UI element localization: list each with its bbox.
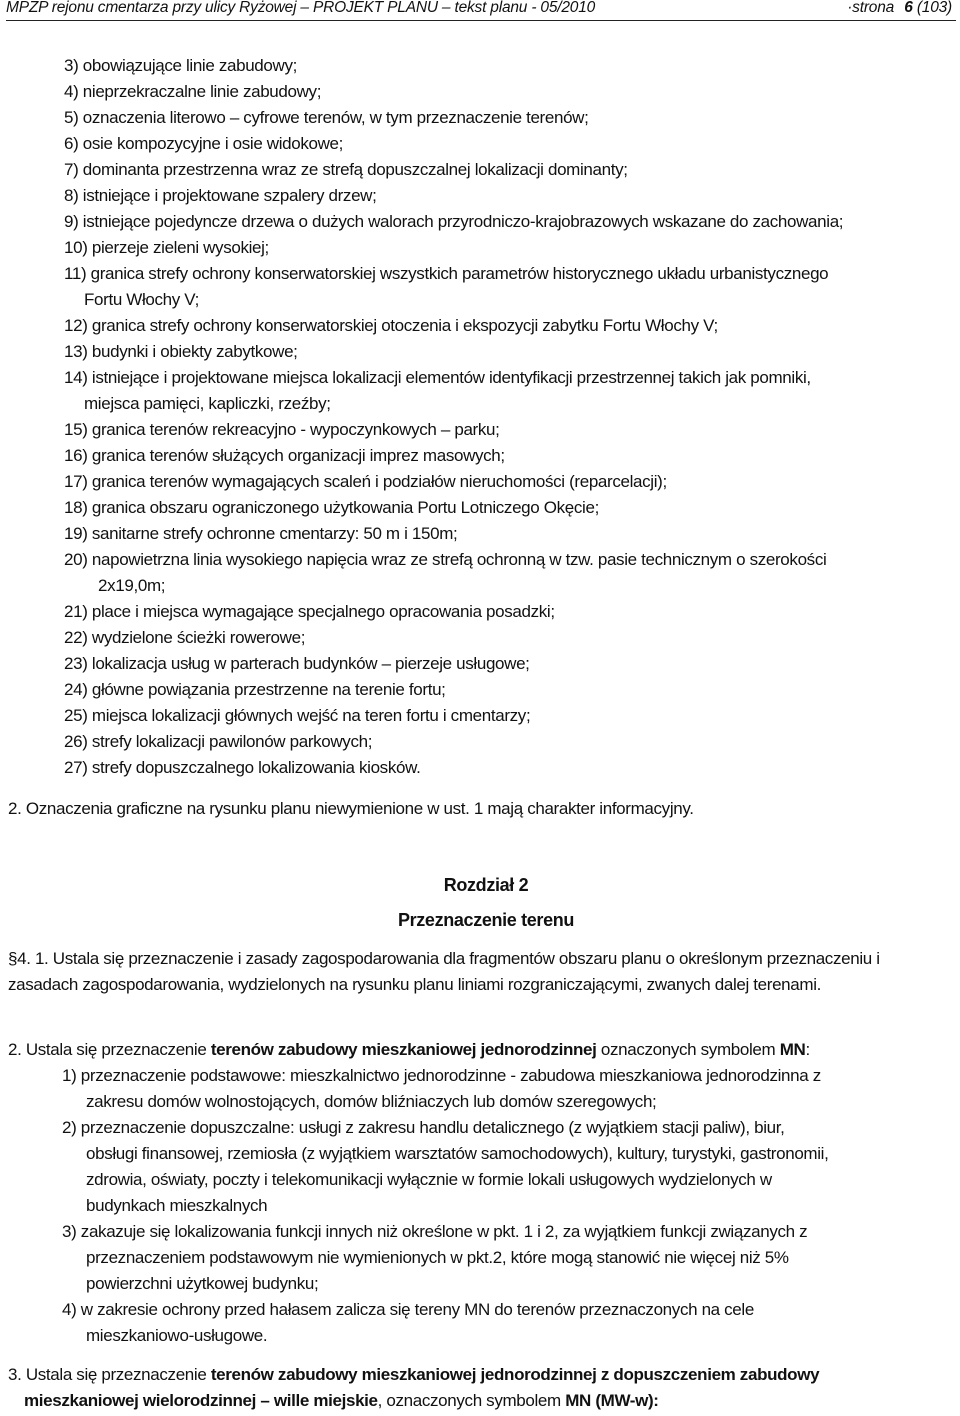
list-item: 14) istniejące i projektowane miejsca lokalizacji elementów identyfikacji przestrzennej takich jak pomniki, — [64, 368, 811, 387]
list-item-continuation: powierzchni użytkowej budynku; — [86, 1274, 319, 1293]
list-item: 13) budynki i obiekty zabytkowe; — [64, 342, 298, 361]
list-item: 19) sanitarne strefy ochronne cmentarzy: 50 m i 150m; — [64, 524, 458, 543]
text-prefix: 2. Ustala się przeznaczenie — [8, 1040, 211, 1059]
header-title: MPZP rejonu cmentarza przy ulicy Ryżowej – PROJEKT PLANU – tekst planu - 05/2010 — [6, 0, 596, 16]
list-item: 12) granica strefy ochrony konserwatorskiej otoczenia i ekspozycji zabytku Fortu Włochy V; — [64, 316, 718, 335]
list-item: 5) oznaczenia literowo – cyfrowe terenów, w tym przeznaczenie terenów; — [64, 108, 589, 127]
list-item: 9) istniejące pojedyncze drzewa o dużych walorach przyrodniczo-krajobrazowych wskazane do zachowania; — [64, 212, 844, 231]
list-item: 27) strefy dopuszczalnego lokalizowania kiosków. — [64, 758, 421, 777]
list-item-continuation: budynkach mieszkalnych — [86, 1196, 268, 1215]
mn-list — [62, 1063, 954, 1349]
list-item: 18) granica obszaru ograniczonego użytkowania Portu Lotniczego Okęcie; — [64, 498, 599, 517]
paragraph-mn-intro — [8, 1037, 953, 1063]
page-header — [6, 0, 956, 21]
page-number: ·strona 6 (103) — [847, 0, 952, 16]
list-item-continuation: obsługi finansowej, rzemiosła (z wyjątkiem warsztatów samochodowych), kultury, turystyki, gastronomii, — [86, 1144, 829, 1163]
list-item-continuation: mieszkaniowo-usługowe. — [86, 1326, 268, 1345]
list-item: 23) lokalizacja usług w parterach budynków – pierzeje usługowe; — [64, 654, 530, 673]
list-item: 26) strefy lokalizacji pawilonów parkowych; — [64, 732, 373, 751]
page-label: strona — [852, 0, 895, 16]
chapter-subtitle: Przeznaczenie terenu — [397, 910, 575, 930]
paragraph-ust-2: 2. Oznaczenia graficzne na rysunku planu niewymienione w ust. 1 mają charakter informacyjny. — [8, 799, 694, 818]
paragraph-mnmw-intro — [8, 1362, 953, 1388]
list-item-continuation: Fortu Włochy V; — [84, 290, 200, 309]
list-item: 24) główne powiązania przestrzenne na terenie fortu; — [64, 680, 446, 699]
list-item-continuation: zakresu domów wolnostojących, domów bliźniaczych lub domów szeregowych; — [86, 1092, 657, 1111]
list-item: 10) pierzeje zieleni wysokiej; — [64, 238, 269, 257]
text-prefix: 3. Ustala się przeznaczenie — [8, 1365, 211, 1384]
text-bold: terenów zabudowy mieszkaniowej jednorodzinnej — [210, 1040, 597, 1059]
symbol-mn: MN — [779, 1040, 806, 1059]
symbol-mnmw: MN (MW-w): — [565, 1391, 659, 1410]
list-item: 22) wydzielone ścieżki rowerowe; — [64, 628, 306, 647]
list-item: 7) dominanta przestrzenna wraz ze strefą dopuszczalnej lokalizacji dominanty; — [64, 160, 628, 179]
list-item: 16) granica terenów służących organizacji imprez masowych; — [64, 446, 505, 465]
text-suffix: : — [805, 1040, 810, 1059]
paragraph-par-4: §4. 1. Ustala się przeznaczenie i zasady zagospodarowania dla fragmentów obszaru planu o określonym przeznaczeniu i zasadach zagospodarowania, wydzielonych na rysunku planu liniami rozgraniczającymi, zwanych dalej terenami. — [8, 949, 880, 994]
list-item-continuation: 2x19,0m; — [98, 576, 166, 595]
list-item: 4) nieprzekraczalne linie zabudowy; — [64, 82, 322, 101]
list-item: 15) granica terenów rekreacyjno - wypoczynkowych – parku; — [64, 420, 500, 439]
text-bold: mieszkaniowej wielorodzinnej – wille miejskie — [24, 1391, 378, 1410]
list-item: 20) napowietrzna linia wysokiego napięcia wraz ze strefą ochronną w tzw. pasie technicznym o szerokości — [64, 550, 827, 569]
text-middle: oznaczonych symbolem — [596, 1040, 780, 1059]
paragraph-mnmw-continuation — [24, 1388, 954, 1414]
list-item: 17) granica terenów wymagających scaleń i podziałów nieruchomości (reparcelacji); — [64, 472, 667, 491]
list-item: 4) w zakresie ochrony przed hałasem zalicza się tereny MN do terenów przeznaczonych na cele — [62, 1300, 754, 1319]
list-item: 2) przeznaczenie dopuszczalne: usługi z zakresu handlu detalicznego (z wyjątkiem stacji paliw), biur, — [62, 1118, 785, 1137]
list-item: 8) istniejące i projektowane szpalery drzew; — [64, 186, 377, 205]
legend-list — [64, 53, 954, 781]
page-total: (103) — [916, 0, 952, 16]
list-item: 3) zakazuje się lokalizowania funkcji innych niż określone w pkt. 1 i 2, za wyjątkiem funkcji związanych z — [62, 1222, 808, 1241]
list-item: 11) granica strefy ochrony konserwatorskiej wszystkich parametrów historycznego układu urbanistycznego — [64, 264, 829, 283]
list-item-continuation: miejsca pamięci, kapliczki, rzeźby; — [84, 394, 331, 413]
list-item-continuation: przeznaczeniem podstawowym nie wymienionych w pkt.2, które mogą stanowić nie więcej niż 5% — [86, 1248, 789, 1267]
list-item-continuation: zdrowia, oświaty, poczty i telekomunikacji wyłącznie w formie lokali usługowych wydzielonych w — [86, 1170, 772, 1189]
list-item: 6) osie kompozycyjne i osie widokowe; — [64, 134, 344, 153]
chapter-title: Rozdział 2 — [443, 875, 529, 895]
list-item: 1) przeznaczenie podstawowe: mieszkalnictwo jednorodzinne - zabudowa mieszkaniowa jednorodzinna z — [62, 1066, 821, 1085]
list-item: 25) miejsca lokalizacji głównych wejść na teren fortu i cmentarzy; — [64, 706, 531, 725]
list-item: 3) obowiązujące linie zabudowy; — [64, 56, 297, 75]
list-item: 21) place i miejsca wymagające specjalnego opracowania posadzki; — [64, 602, 555, 621]
text-middle: , oznaczonych symbolem — [377, 1391, 566, 1410]
page-current: 6 — [904, 0, 913, 16]
text-bold: terenów zabudowy mieszkaniowej jednorodzinnej z dopuszczeniem zabudowy — [210, 1365, 820, 1384]
